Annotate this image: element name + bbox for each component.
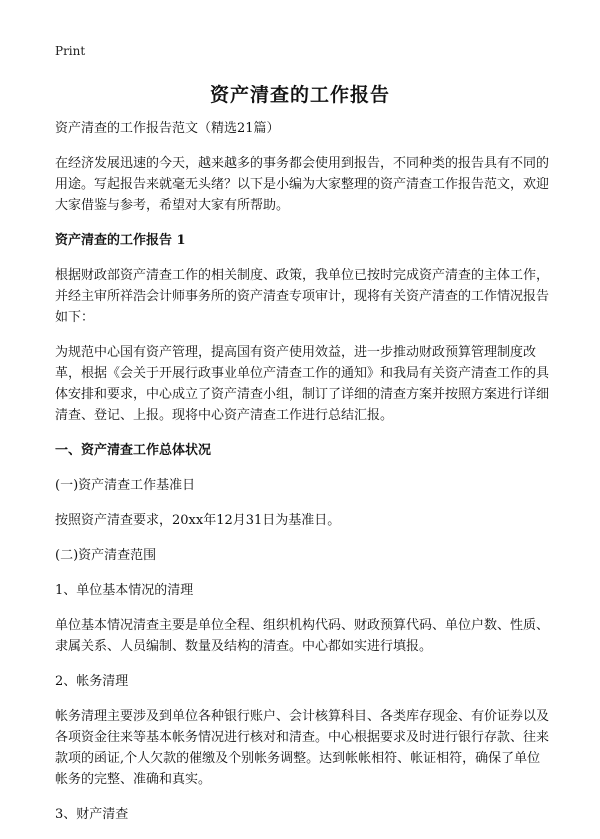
subsection-heading: (二)资产清查范围	[55, 548, 157, 563]
list-item-heading: 2、帐务清理	[55, 674, 129, 689]
body-paragraph: 帐务清理主要涉及到单位各种银行账户、会计核算科目、各类库存现金、有价证券以及各项资金往来等基本帐务情况进行核对和清查。中心根据要求及时进行银行存款、往来款项的函证,个人欠款的催缴及个别帐务调整。达到帐帐相符、帐证相符，确保了单位帐务的完整、准确和真实。	[55, 709, 550, 787]
section-heading: 一、资产清查工作总体状况	[55, 443, 212, 458]
print-link[interactable]: Print	[55, 44, 86, 58]
section-heading: 资产清查的工作报告 1	[55, 233, 186, 248]
subsection-heading: (一)资产清查工作基准日	[55, 478, 196, 493]
list-item-heading: 3、财产清查	[55, 807, 129, 822]
body-paragraph: 为规范中心国有资产管理，提高国有资产使用效益，进一步推动财政预算管理制度改革，根据《会关于开展行政事业单位产清查工作的通知》和我局有关资产清查工作的具体安排和要求，中心成立了资产清查小组，制订了详细的清查方案并按照方案进行详细清查、登记、上报。现将中心资产清查工作进行总结汇报。	[55, 345, 550, 423]
body-paragraph: 单位基本情况清查主要是单位全程、组织机构代码、财政预算代码、单位户数、性质、隶属关系、人员编制、数量及结构的清查。中心都如实进行填报。	[55, 618, 550, 654]
intro-paragraph: 在经济发展迅速的今天，越来越多的事务都会使用到报告，不同种类的报告具有不同的用途。写起报告来就毫无头绪？以下是小编为大家整理的资产清查工作报告范文，欢迎大家借鉴与参考，希望对大家有所帮助。	[55, 156, 550, 213]
body-paragraph: 按照资产清查要求，20xx年12月31日为基准日。	[55, 513, 341, 528]
body-paragraph: 根据财政部资产清查工作的相关制度、政策，我单位已按时完成资产清查的主体工作，并经主审所祥浩会计师事务所的资产清查专项审计，现将有关资产清查的工作情况报告如下：	[55, 268, 550, 325]
document-body	[55, 118, 550, 839]
list-item-heading: 1、单位基本情况的清理	[55, 583, 194, 598]
document-subtitle: 资产清查的工作报告范文（精选21篇）	[55, 121, 280, 136]
page-title: 资产清查的工作报告	[209, 84, 390, 106]
